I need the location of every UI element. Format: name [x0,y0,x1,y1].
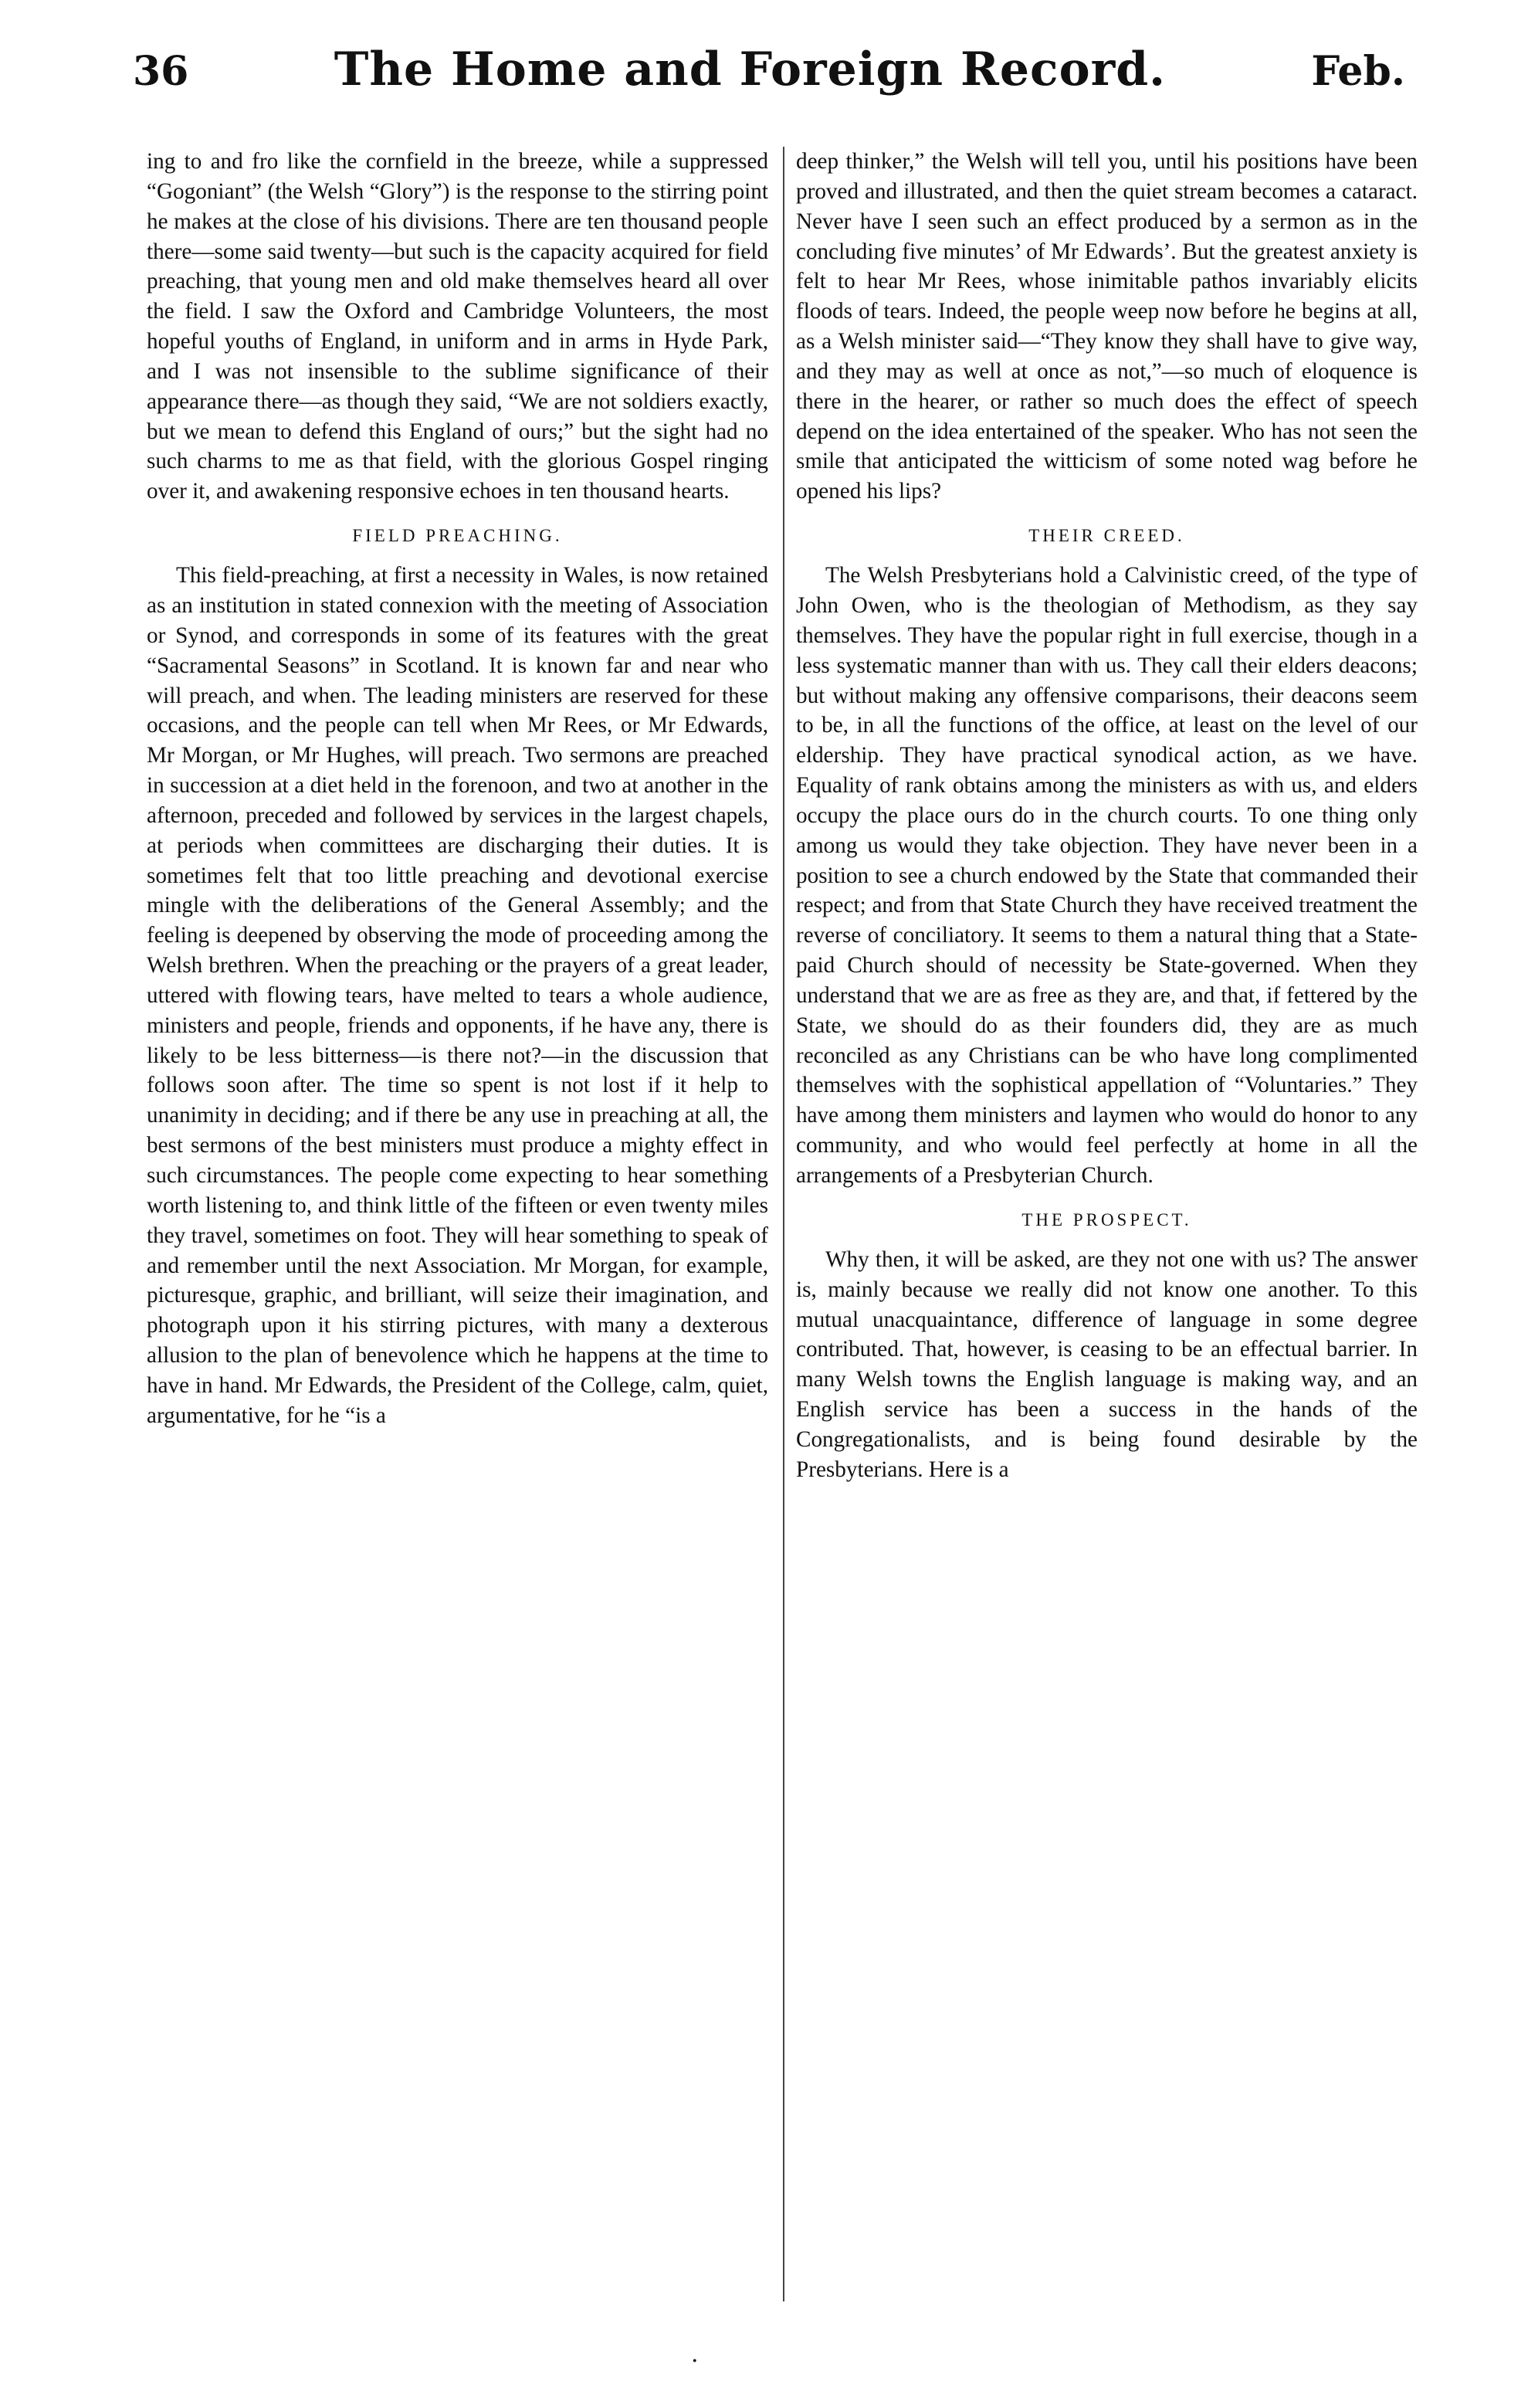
page-number: 36 [133,48,189,95]
left-column [147,147,768,2301]
paragraph: This field-preaching, at first a necessity in Wales, is now retained as an institution in stated connexion with the meeting of Association or Synod, and corresponds in some of its features with the great “Sacramental Seasons” in Scotland. It is known far and near who will preach, and when. The leading ministers are reserved for these occasions, and the people can tell when Mr Rees, or Mr Edwards, Mr Morgan, or Mr Hughes, will preach. Two sermons are preached in succession at a diet held in the forenoon, and two at another in the afternoon, preceded and followed by services in the largest chapels, at periods when committees are discharging their duties. It is sometimes felt that too little preaching and devotional exercise mingle with the deliberations of the General Assembly; and the feeling is deepened by observing the mode of proceeding among the Welsh brethren. When the preaching or the prayers of a great leader, uttered with flowing tears, have melted to tears a whole audience, ministers and people, friends and opponents, if he have any, there is likely to be less bitterness—is there not?—in the discussion that follows soon after. The time so spent is not lost if it help to unanimity in deciding; and if there be any use in preaching at all, the best sermons of the best ministers must produce a mighty effect in such circumstances. The people come expecting to hear something worth listening to, and think little of the fifteen or even twenty miles they travel, sometimes on foot. They will hear something to speak of and remember until the next Association. Mr Morgan, for example, picturesque, graphic, and brilliant, will seize their imagination, and photograph upon it his stirring pictures, with many a dexterous allusion to the plan of benevolence which he happens at the time to have in hand. Mr Edwards, the President of the College, calm, quiet, argumentative, for he “is a [147,563,768,1428]
section-heading-field-preaching: FIELD PREACHING. [352,526,563,546]
running-title: The Home and Foreign Record. [334,42,1167,97]
paragraph: Why then, it will be asked, are they not one with us? The answer is, mainly because we really did not know one another. To this mutual unacquaintance, difference of language in some degree contributed. That, however, is ceasing to be an effectual barrier. In many Welsh towns the English language is making way, and an English service has been a success in the hands of the Congregationalists, and is being found desirable by the Presbyterians. Here is a [796,1246,1418,1482]
paragraph: The Welsh Presbyterians hold a Calvinistic creed, of the type of John Owen, who is the theologian of Methodism, as they say themselves. They have the popular right in full exercise, though in a less systematic manner than with us. They call their elders deacons; but without making any offensive comparisons, their deacons seem to be, in all the functions of the office, at least on the level of our eldership. They have practical synodical action, as we have. Equality of rank obtains among the ministers as with us, and elders occupy the place ours do in the church courts. To one thing only among us would they take objection. They have never been in a position to see a church endowed by the State that commanded their respect; and from that State Church they have received treatment the reverse of conciliatory. It seems to them a natural thing that a State-paid Church should of necessity be State-governed. When they understand that we are as free as they are, and that, if fettered by the State, we should do as their founders did, they are as much reconciled as any Christians can be who have long complimented themselves with the sophistical appellation of “Voluntaries.” They have among them ministers and laymen who would do honor to any community, and who would feel perfectly at home in all the arrangements of a Presbyterian Church. [796,563,1418,1188]
column-divider [783,147,784,2301]
printer-mark: · [691,2348,699,2375]
right-column [796,147,1418,2301]
section-heading-the-prospect: THE PROSPECT. [1021,1209,1192,1229]
section-heading-their-creed: THEIR CREED. [1028,526,1185,546]
paragraph: ing to and fro like the cornfield in the breeze, while a suppressed “Gogoniant” (the Welsh “Glory”) is the response to the stirring point he makes at the close of his divisions. There are ten thousand people there—some said twenty—but such is the capacity acquired for field preaching, that young men and old make themselves heard all over the field. I saw the Oxford and Cambridge Volunteers, the most hopeful youths of England, in uniform and in arms in Hyde Park, and I was not insensible to the sublime significance of their appearance there—as though they said, “We are not soldiers exactly, but we mean to defend this England of ours;” but the sight had no such charms to me as that field, with the glorious Gospel ringing over it, and awakening responsive echoes in ten thousand hearts. [147,149,768,504]
page-header [133,42,1405,135]
paragraph: deep thinker,” the Welsh will tell you, until his positions have been proved and illustrated, and then the quiet stream becomes a cataract. Never have I seen such an effect produced by a sermon as in the concluding five minutes’ of Mr Edwards’. But the greatest anxiety is felt to hear Mr Rees, whose inimitable pathos invariably elicits floods of tears. Indeed, the people weep now before he begins at all, as a Welsh minister said—“They know they shall have to give way, and they may as well at once as not,”—so much of eloquence is there in the hearer, or rather so much does the effect of speech depend on the idea entertained of the speaker. Who has not seen the smile that anticipated the witticism of some noted wag before he opened his lips? [796,149,1418,504]
header-month: Feb. [1311,48,1405,95]
